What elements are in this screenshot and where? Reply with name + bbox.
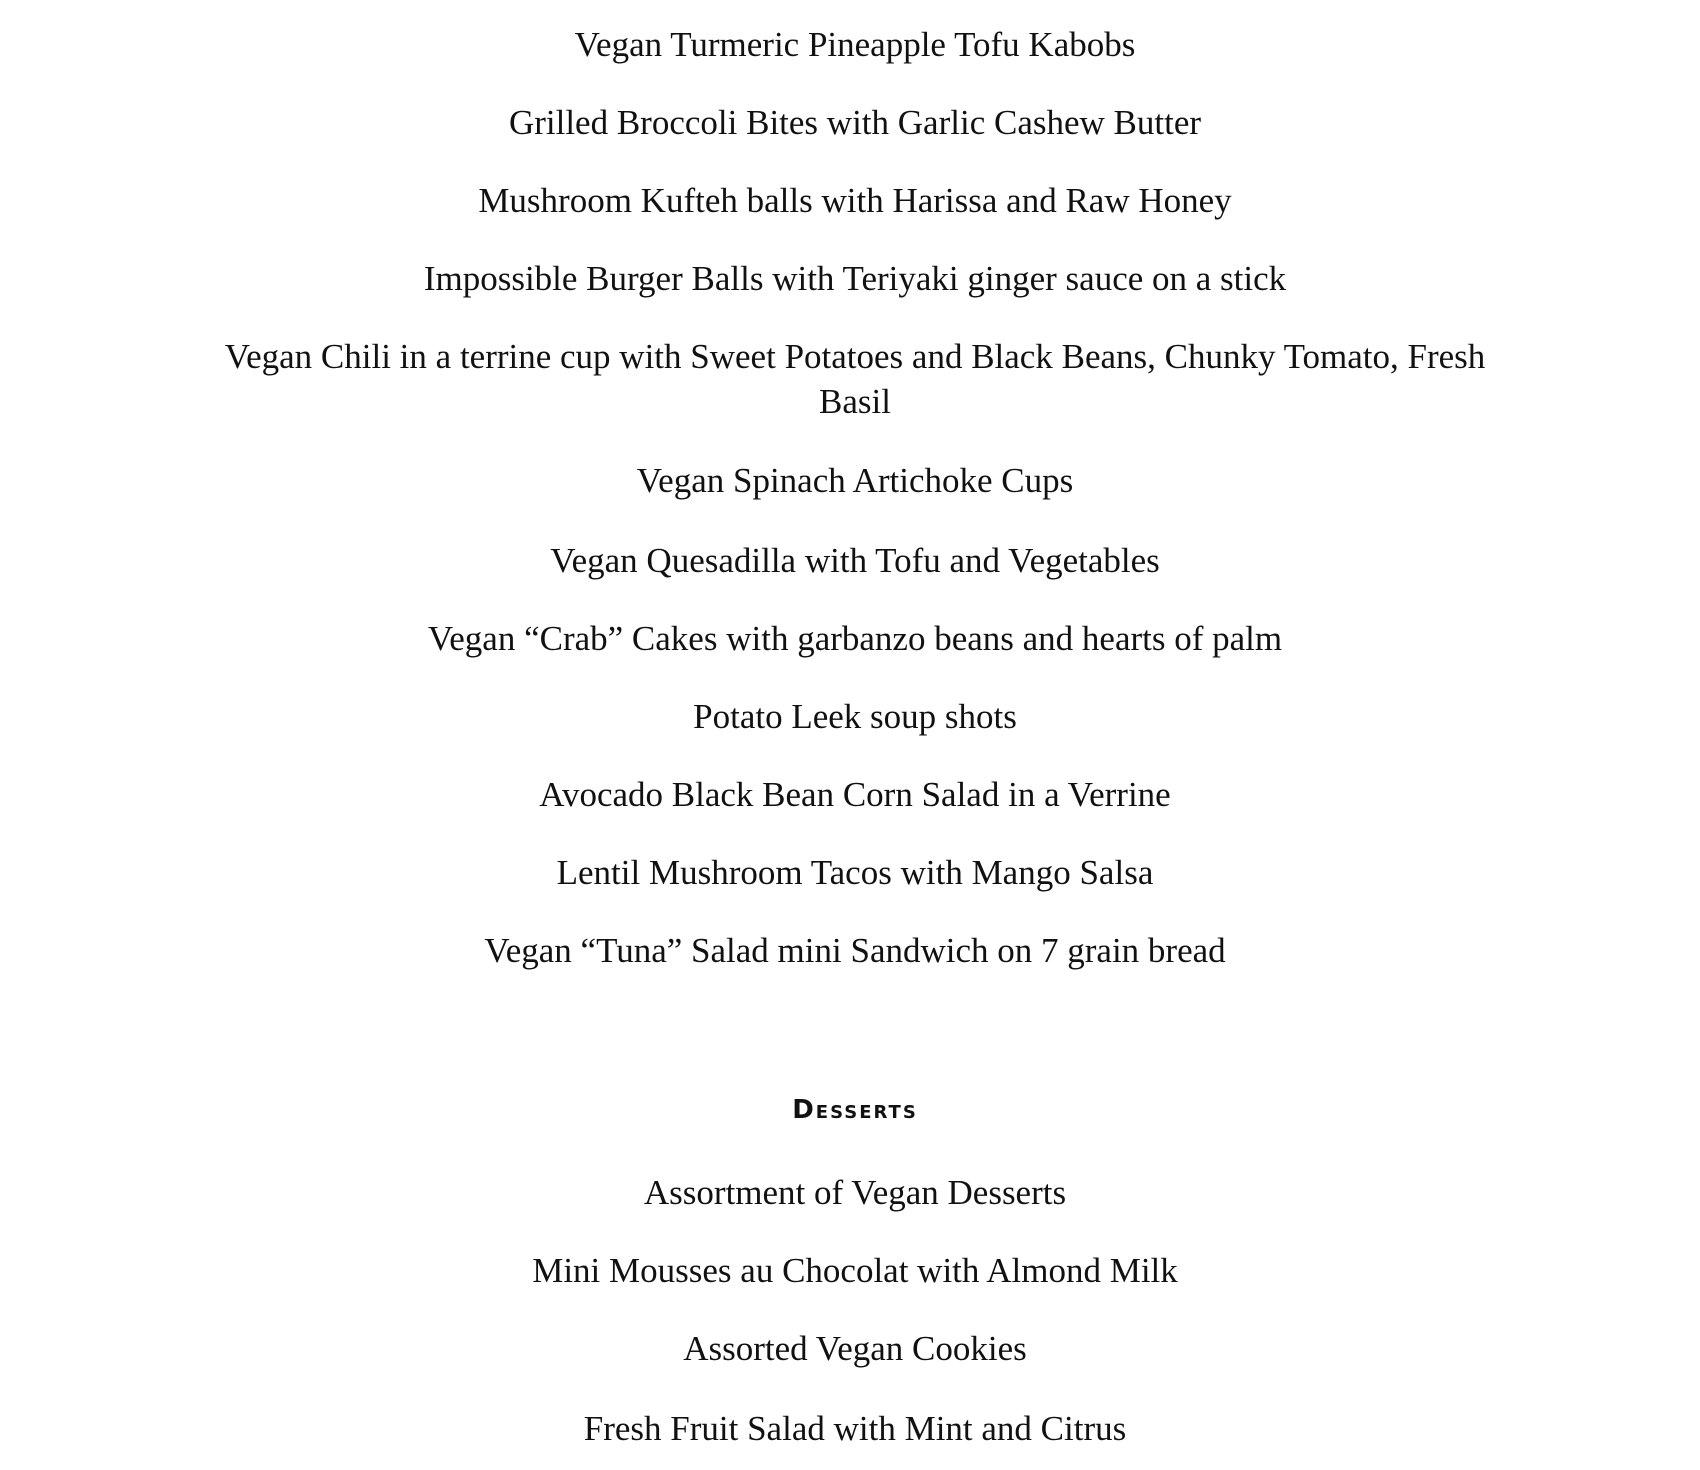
menu-item: Vegan Spinach Artichoke Cups	[636, 461, 1074, 500]
menu-item: Vegan “Crab” Cakes with garbanzo beans and hearts of palm	[427, 619, 1283, 658]
menu-item: Vegan Chili in a terrine cup with Sweet Potatoes and Black Beans, Chunky Tomato, Fresh Basil	[224, 337, 1486, 421]
menu-item: Lentil Mushroom Tacos with Mango Salsa	[556, 853, 1154, 892]
desserts-heading: Desserts	[792, 1095, 918, 1125]
menu-item: Vegan “Tuna” Salad mini Sandwich on 7 grain bread	[484, 931, 1226, 970]
menu-item: Avocado Black Bean Corn Salad in a Verrine	[539, 775, 1171, 814]
menu-item: Potato Leek soup shots	[693, 697, 1017, 736]
menu-item: Impossible Burger Balls with Teriyaki ginger sauce on a stick	[423, 259, 1287, 298]
dessert-item: Assortment of Vegan Desserts	[643, 1173, 1067, 1212]
menu-item: Mushroom Kufteh balls with Harissa and Raw Honey	[478, 181, 1232, 220]
menu-item: Vegan Turmeric Pineapple Tofu Kabobs	[574, 25, 1136, 64]
menu-item: Vegan Quesadilla with Tofu and Vegetables	[550, 541, 1160, 580]
menu-item: Grilled Broccoli Bites with Garlic Cashew Butter	[508, 103, 1202, 142]
dessert-item: Mini Mousses au Chocolat with Almond Milk	[532, 1251, 1178, 1290]
dessert-item: Fresh Fruit Salad with Mint and Citrus	[583, 1409, 1127, 1448]
dessert-item: Assorted Vegan Cookies	[683, 1329, 1027, 1368]
